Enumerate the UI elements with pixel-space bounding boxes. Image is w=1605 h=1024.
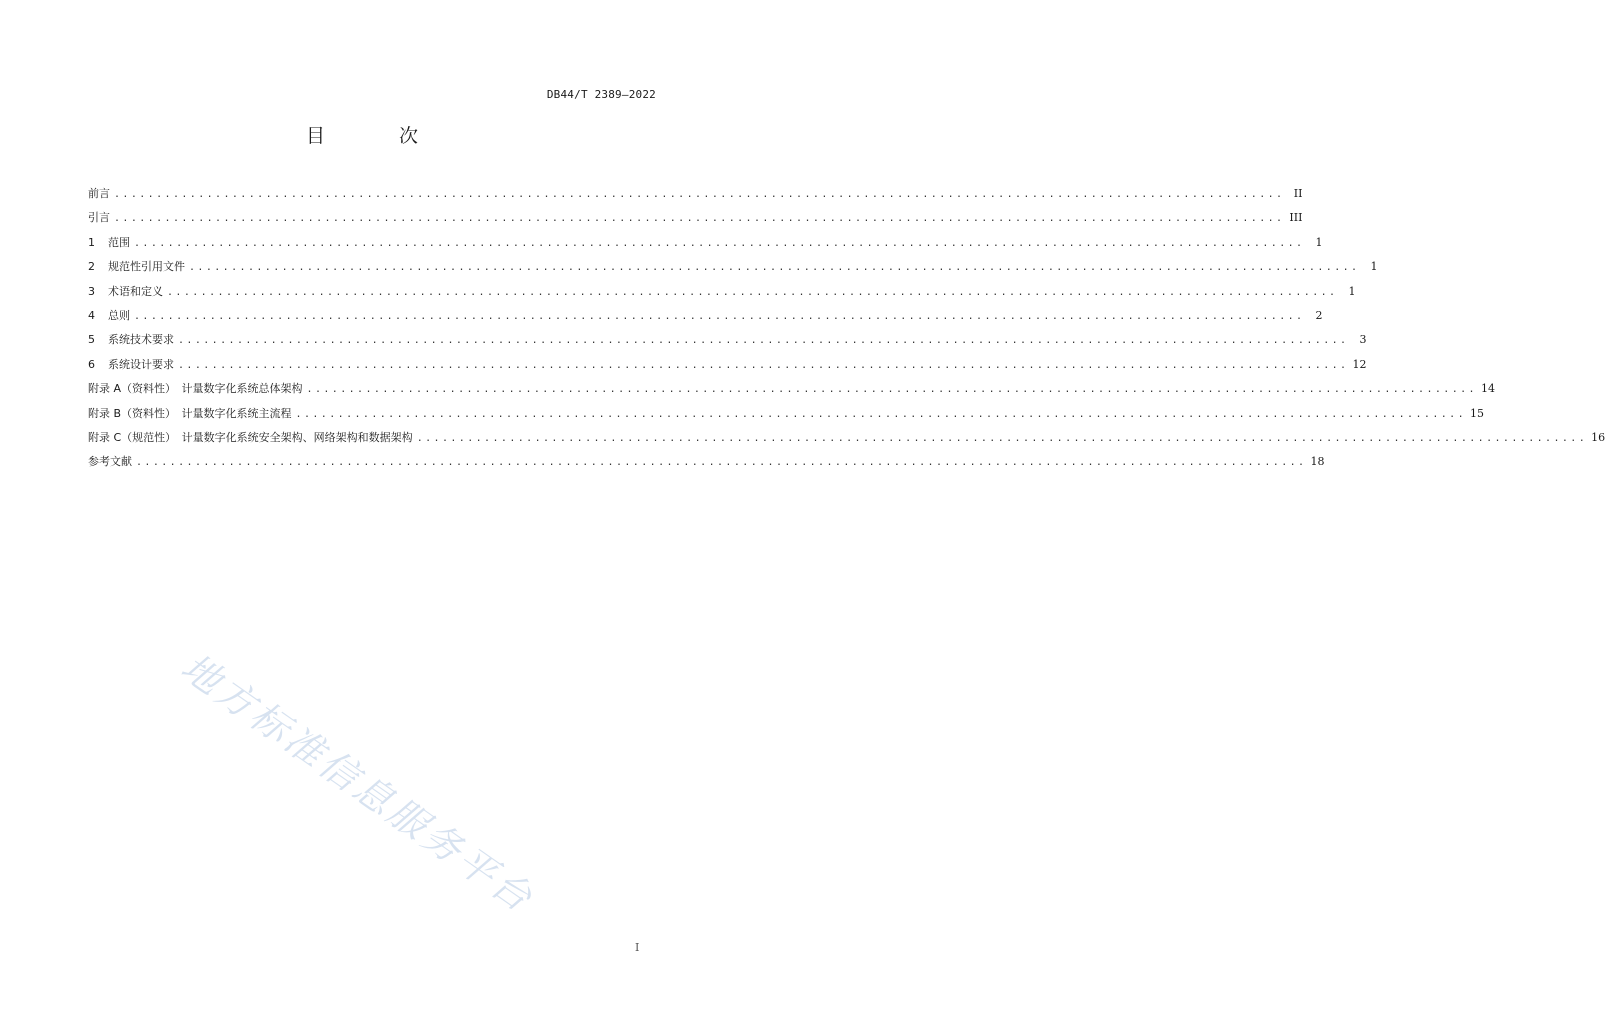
toc-title: 目 次	[305, 125, 453, 147]
toc-entry-number: 1	[88, 235, 95, 249]
toc-leader: ...........................................................................................................................................	[134, 237, 1305, 249]
toc-entry-number: 6	[88, 357, 95, 371]
toc-leader: ...........................................................................................................................................	[295, 408, 1466, 420]
toc-entry-page: 12	[1352, 357, 1367, 371]
toc-entry-label: 参考文献	[88, 455, 132, 469]
watermark: 地方标准信息服务平台	[173, 644, 543, 922]
toc-entry-bibliography[interactable]	[88, 450, 1325, 474]
toc-leader: ...........................................................................................................................................	[189, 262, 1360, 274]
toc-entry-label: 附录 A（资料性） 计量数字化系统总体架构	[88, 382, 303, 396]
toc-entry-page: 3	[1359, 333, 1367, 347]
toc-entry-page: 1	[1315, 235, 1323, 249]
toc-leader: ...........................................................................................................................................	[114, 213, 1285, 225]
toc-entry-label: 系统技术要求	[108, 333, 174, 347]
toc-entry-scope[interactable]	[88, 231, 1323, 255]
toc-entry-number: 2	[88, 260, 95, 274]
toc-entry-appendix-c[interactable]	[88, 426, 1605, 450]
toc-entry-label: 规范性引用文件	[108, 260, 185, 274]
toc-entry-page: 16	[1591, 430, 1605, 444]
toc-entry-appendix-a[interactable]	[88, 377, 1495, 401]
toc-entry-label: 引言	[88, 211, 110, 225]
toc-entry-foreword[interactable]	[88, 182, 1303, 206]
toc-entry-design-requirements[interactable]	[88, 353, 1367, 377]
toc-entry-label: 范围	[108, 235, 130, 249]
toc-entry-technical-requirements[interactable]	[88, 328, 1367, 352]
toc-entry-label: 附录 C（规范性） 计量数字化系统安全架构、网络架构和数据架构	[88, 430, 413, 444]
toc-entry-page: 2	[1315, 308, 1323, 322]
toc-entry-number: 5	[88, 333, 95, 347]
toc-entry-number: 3	[88, 284, 95, 298]
toc-entry-page: 1	[1370, 260, 1378, 274]
toc-leader: ...........................................................................................................................................	[136, 457, 1307, 469]
toc-leader: ...........................................................................................................................................	[178, 335, 1349, 347]
toc-entry-introduction[interactable]	[88, 206, 1303, 230]
toc-entry-number: 4	[88, 308, 95, 322]
toc-entry-label: 附录 B（资料性） 计量数字化系统主流程	[88, 406, 292, 420]
toc-leader: ...........................................................................................................................................	[178, 359, 1349, 371]
page-number: I	[635, 941, 640, 954]
toc-entry-label: 总则	[108, 308, 130, 322]
toc-entry-page: 1	[1348, 284, 1356, 298]
toc-list	[88, 182, 1605, 475]
toc-entry-page: III	[1289, 211, 1303, 225]
toc-leader: ...........................................................................................................................................	[134, 310, 1305, 322]
toc-entry-page: 15	[1470, 406, 1484, 420]
toc-entry-normative-references[interactable]	[88, 255, 1378, 279]
toc-leader: ...........................................................................................................................................	[167, 286, 1338, 298]
toc-entry-general[interactable]	[88, 304, 1323, 328]
toc-leader: ...........................................................................................................................................	[306, 384, 1477, 396]
toc-entry-appendix-b[interactable]	[88, 402, 1484, 426]
toc-leader: ...........................................................................................................................................	[416, 432, 1588, 444]
toc-leader: ...........................................................................................................................................	[114, 189, 1285, 200]
toc-entry-label: 系统设计要求	[108, 357, 174, 371]
toc-entry-page: 18	[1310, 455, 1325, 469]
toc-entry-terms-definitions[interactable]	[88, 280, 1356, 304]
standard-code: DB44/T 2389—2022	[546, 88, 656, 101]
toc-entry-label: 术语和定义	[108, 284, 163, 298]
toc-entry-page: II	[1293, 187, 1303, 200]
toc-entry-label: 前言	[88, 187, 110, 200]
toc-entry-page: 14	[1480, 382, 1495, 396]
